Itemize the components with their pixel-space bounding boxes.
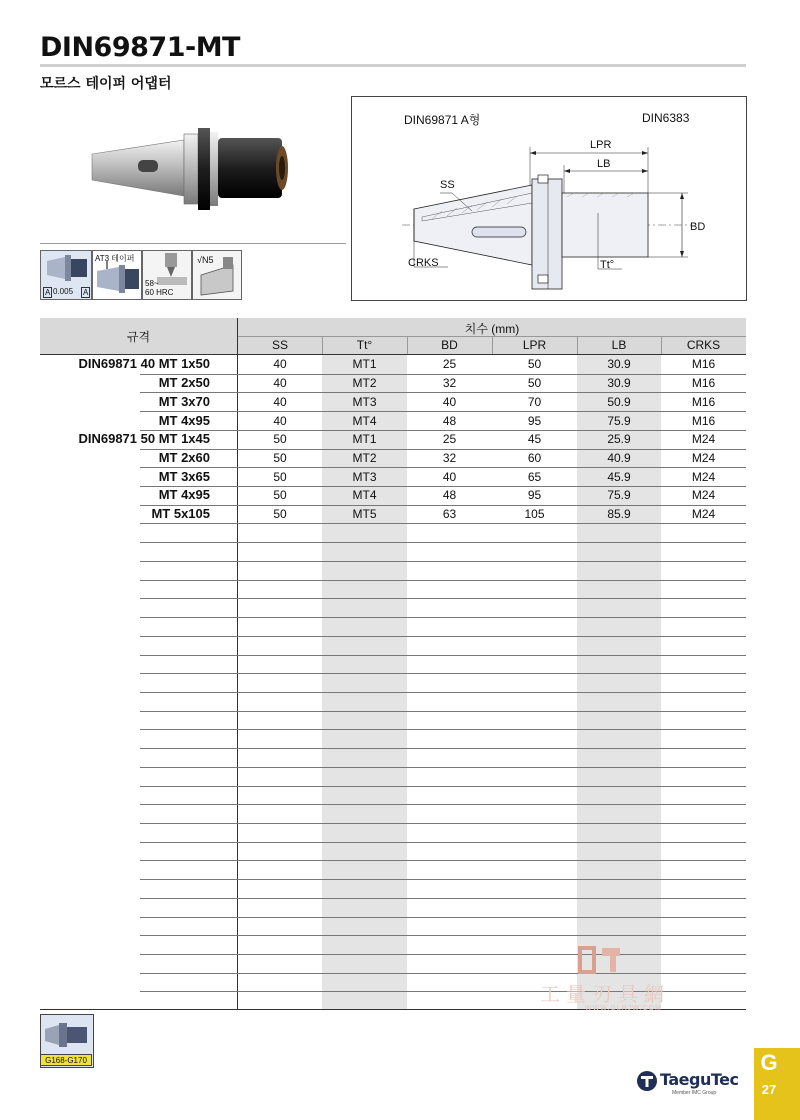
- table-cell: 40: [273, 395, 287, 409]
- table-cell: 25.9: [607, 432, 631, 446]
- brand-name: TaeguTec: [660, 1070, 739, 1089]
- runout-ref-left: A: [45, 288, 51, 297]
- page-number: 27: [761, 1082, 777, 1097]
- table-cell: 95: [527, 488, 542, 502]
- page-subtitle: 모르스 테이퍼 어댑터: [40, 76, 172, 92]
- table-cell: M24: [691, 507, 716, 521]
- row-divider: [140, 580, 746, 581]
- row-divider: [140, 486, 746, 487]
- taegutec-logo-icon: [636, 1070, 658, 1092]
- row-divider: [140, 636, 746, 637]
- table-cell: M24: [691, 451, 716, 465]
- dim-label-bd: BD: [690, 221, 706, 233]
- row-divider: [140, 449, 746, 450]
- table-cell: M16: [691, 376, 716, 390]
- table-cell: MT1: [352, 357, 377, 371]
- table-cell: MT2: [352, 376, 377, 390]
- row-divider: [140, 411, 746, 412]
- table-cell: 105: [524, 507, 545, 521]
- product-photo: [88, 118, 298, 218]
- dim-label-lb: LB: [597, 158, 611, 170]
- specification-table: [40, 318, 746, 1010]
- row-divider: [140, 898, 746, 899]
- table-cell: M24: [691, 432, 716, 446]
- row-divider: [140, 655, 746, 656]
- table-cell: 40: [273, 376, 287, 390]
- runout-value: 0.005: [53, 287, 74, 296]
- table-cell: 30.9: [607, 357, 631, 371]
- row-divider: [140, 617, 746, 618]
- table-row-spec: DIN69871 40 MT 1x50: [78, 356, 210, 371]
- table-cell: 40: [273, 414, 287, 428]
- row-divider: [140, 729, 746, 730]
- table-cell: 50: [527, 357, 542, 371]
- row-divider: [140, 954, 746, 955]
- column-header-lpr: LPR: [522, 338, 547, 352]
- row-divider: [140, 917, 746, 918]
- hardness-line-1: 58~: [145, 279, 159, 288]
- row-divider: [140, 823, 746, 824]
- row-divider: [140, 842, 746, 843]
- row-divider: [140, 505, 746, 506]
- brand-subtitle: Member IMC Group: [672, 1090, 717, 1096]
- table-cell: 95: [527, 414, 542, 428]
- row-divider: [140, 561, 746, 562]
- row-divider: [140, 804, 746, 805]
- table-cell: 40: [442, 470, 457, 484]
- surface-finish-label: √N5: [197, 255, 214, 265]
- column-divider: [407, 337, 408, 354]
- row-divider: [140, 467, 746, 468]
- table-cell: 50: [527, 376, 542, 390]
- table-row-spec: MT 3x70: [158, 394, 210, 409]
- table-cell: 30.9: [607, 376, 631, 390]
- row-divider: [140, 692, 746, 693]
- table-row-spec: MT 2x50: [158, 375, 210, 390]
- table-cell: 50.9: [607, 395, 631, 409]
- photo-divider: [40, 243, 346, 244]
- table-cell: 48: [442, 488, 457, 502]
- table-row-spec: MT 3x65: [158, 469, 210, 484]
- table-cell: 25: [442, 432, 457, 446]
- table-cell: 65: [527, 470, 542, 484]
- table-cell: M24: [691, 470, 716, 484]
- column-header-bd: BD: [441, 338, 458, 352]
- table-cell: 50: [273, 451, 287, 465]
- table-row-spec: MT 4x95: [158, 487, 210, 502]
- table-cell: MT4: [352, 414, 377, 428]
- table-cell: MT5: [352, 507, 377, 521]
- section-letter: G: [760, 1050, 778, 1075]
- table-cell: MT3: [352, 470, 377, 484]
- table-cell: 50: [273, 432, 287, 446]
- row-divider: [140, 430, 746, 431]
- table-cell: M16: [691, 414, 716, 428]
- column-divider: [661, 337, 662, 354]
- table-cell: 45: [527, 432, 542, 446]
- table-cell: 50: [273, 470, 287, 484]
- table-cell: 32: [442, 451, 457, 465]
- surface-finish-icon: [192, 250, 242, 300]
- dim-label-crks: CRKS: [408, 257, 439, 269]
- table-row-spec: MT 4x95: [158, 413, 210, 428]
- table-cell: MT2: [352, 451, 377, 465]
- table-cell: 75.9: [607, 488, 631, 502]
- row-divider: [140, 767, 746, 768]
- standard-label-left: DIN69871 A형: [404, 113, 481, 127]
- table-cell: M24: [691, 488, 716, 502]
- dim-header: 치수 (mm): [464, 322, 520, 336]
- table-cell: 25: [442, 357, 457, 371]
- hardness-line-2: 60 HRC: [145, 288, 174, 297]
- table-cell: 60: [527, 451, 542, 465]
- table-cell: M16: [691, 357, 716, 371]
- taper-grade-label: AT3 테이퍼: [95, 254, 135, 263]
- table-cell: 75.9: [607, 414, 631, 428]
- watermark-logo: [576, 944, 626, 976]
- standard-label-right: DIN6383: [642, 111, 690, 125]
- table-cell: 32: [442, 376, 457, 390]
- runout-ref-right: A: [83, 288, 89, 297]
- table-row-spec: MT 5x105: [151, 506, 210, 521]
- table-cell: MT1: [352, 432, 377, 446]
- row-divider: [140, 392, 746, 393]
- table-cell: 40: [442, 395, 457, 409]
- hardness-icon: [142, 250, 192, 300]
- table-cell: 63: [442, 507, 457, 521]
- column-divider: [322, 337, 323, 354]
- dim-label-lpr: LPR: [590, 139, 612, 151]
- row-divider: [140, 860, 746, 861]
- row-divider: [140, 879, 746, 880]
- row-divider: [140, 542, 746, 543]
- dim-label-tt: Tt°: [600, 259, 615, 271]
- runout-tolerance-icon: [40, 250, 92, 300]
- row-divider: [140, 973, 746, 974]
- table-cell: 50: [273, 507, 287, 521]
- table-cell: M16: [691, 395, 716, 409]
- feature-icon-row: [40, 250, 340, 302]
- table-cell: 70: [527, 395, 542, 409]
- table-cell: 85.9: [607, 507, 631, 521]
- table-cell: MT3: [352, 395, 377, 409]
- page-title: DIN69871-MT: [40, 32, 240, 63]
- title-divider: [40, 64, 746, 67]
- technical-drawing: [351, 96, 747, 301]
- column-header-ss: SS: [271, 338, 288, 352]
- watermark-url: WWW.GLRJW.COM: [585, 1005, 662, 1012]
- table-cell: 48: [442, 414, 457, 428]
- table-cell: MT4: [352, 488, 377, 502]
- row-divider: [140, 673, 746, 674]
- row-divider: [140, 523, 746, 524]
- table-cell: 40.9: [607, 451, 631, 465]
- column-header-crks: CRKS: [686, 338, 721, 352]
- table-row-spec: MT 2x60: [158, 450, 210, 465]
- spec-header: 규격: [126, 330, 151, 344]
- column-header-tt: Tt°: [356, 338, 373, 352]
- row-divider: [140, 748, 746, 749]
- column-header-lb: LB: [611, 338, 627, 352]
- row-divider: [140, 935, 746, 936]
- row-divider: [140, 786, 746, 787]
- row-divider: [140, 711, 746, 712]
- table-row-spec: DIN69871 50 MT 1x45: [78, 431, 210, 446]
- reference-pages-label[interactable]: G168-G170: [40, 1054, 92, 1066]
- drawing-lines: [352, 97, 746, 300]
- column-divider: [577, 337, 578, 354]
- column-divider: [492, 337, 493, 354]
- holder-icon: [41, 1015, 93, 1055]
- table-cell: 45.9: [607, 470, 631, 484]
- row-divider: [140, 374, 746, 375]
- row-divider: [140, 598, 746, 599]
- dim-label-ss: SS: [440, 179, 455, 191]
- watermark-text: 工量刃具網: [540, 982, 670, 1006]
- taper-grade-icon: [92, 250, 142, 300]
- table-cell: 50: [273, 488, 287, 502]
- table-cell: 40: [273, 357, 287, 371]
